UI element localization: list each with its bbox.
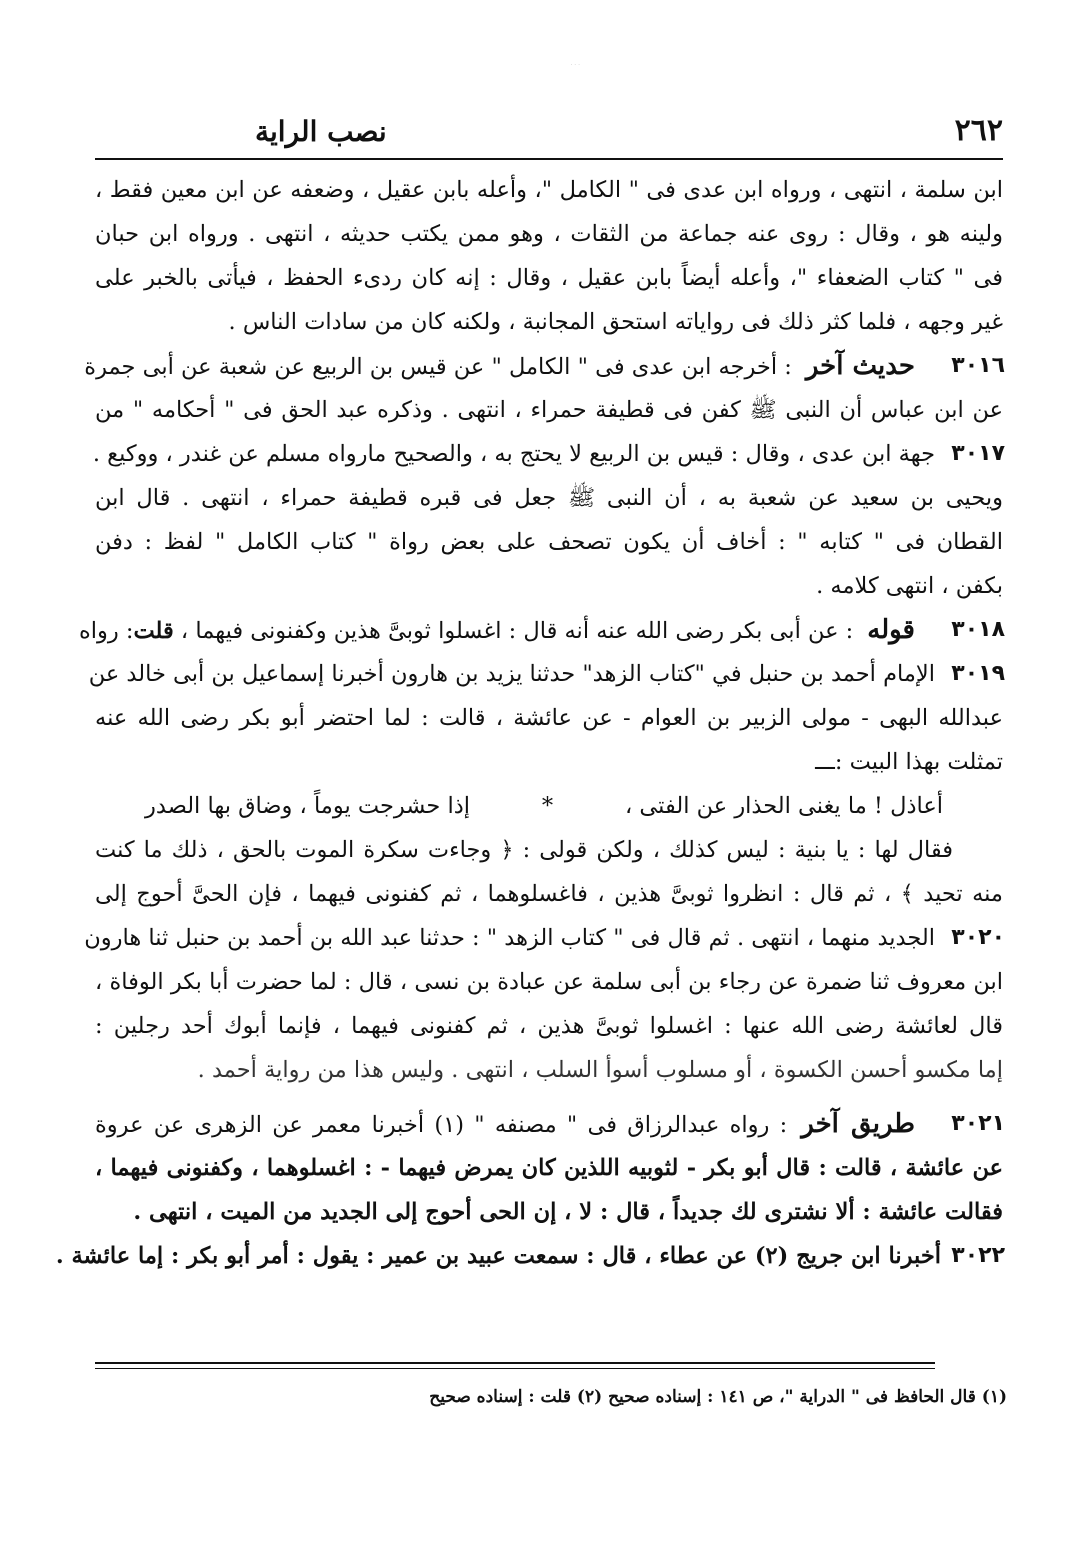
hadith-entry-3020 — [84, 916, 1005, 960]
text-line: عن ابن عباس أن النبى ﷺ كفن فى قطيفة حمراء ، انتهى . وذكره عبد الحق فى " أحكامه " من — [95, 397, 1003, 423]
text-line: ولينه هو ، وقال : روى عنه جماعة من الثقات ، وهو ممن يكتب حديثه ، انتهى . ورواه ابن حبان — [95, 221, 1003, 247]
footnote-rule — [95, 1368, 935, 1369]
hadith-number: ٣٠١٨ — [951, 617, 1005, 642]
hadith-entry-3018 — [78, 608, 1005, 652]
hadith-number: ٣٠٢٠ — [951, 925, 1005, 950]
hadith-entry-3022 — [55, 1234, 1005, 1278]
hadith-number: ٣٠٢٢ — [951, 1243, 1005, 1268]
text-line — [78, 608, 1003, 652]
hadith-entry-3016 — [84, 344, 1005, 388]
text-line: غير وجهه ، فلما كثر ذلك فى رواياته استحق المجانبة ، ولكنه كان من سادات الناس . — [228, 309, 1003, 335]
text-line: عن عائشة ، قالت : قال أبو بكر - لثوبيه اللذين كان يمرض فيهما - : اغسلوهما ، وكفنونى فيهما ، — [95, 1155, 1003, 1181]
section-lead: طريق آخر — [801, 1109, 916, 1139]
footnotes: (١) قال الحافظ فى " الدراية "، ص ١٤١ : إسناده صحيح (٢) قلت : إسناده صحيح — [429, 1387, 1007, 1407]
text-line: ابن معروف ثنا ضمرة عن رجاء بن أبى سلمة عن عبادة بن نسى ، قال : لما حضرت أبا بكر الوفاة ، — [95, 969, 1003, 995]
verse-separator: * — [541, 793, 554, 819]
text-line: الجديد منهما ، انتهى . ثم قال فى " كتاب الزهد " : حدثنا عبد الله بن أحمد بن حنبل ثنا هارون — [84, 925, 935, 951]
hadith-entry-3021 — [95, 1102, 1003, 1146]
section-lead: حديث آخر — [805, 351, 915, 381]
text-line: إما مكسو أحسن الكسوة ، أو مسلوب أسوأ السلب ، انتهى . وليس هذا من رواية أحمد . — [197, 1057, 1003, 1083]
text-line: فقال لها : يا بنية : ليس كذلك ، ولكن قولى : ﴿ وجاءت سكرة الموت بالحق ، ذلك ما كنت — [95, 837, 953, 863]
text-span: : رواه عبدالرزاق فى " مصنفه " (١) أخبرنا معمر عن الزهرى عن عروة — [95, 1112, 788, 1138]
hadith-number: ٣٠١٩ — [951, 661, 1005, 686]
text-line: جهة ابن عدى ، وقال : قيس بن الربيع لا يحتج به ، والصحيح مارواه مسلم عن غندر ، ووكيع . — [92, 441, 935, 467]
hadith-entry-3017 — [92, 432, 1005, 476]
text-line: أخبرنا ابن جريج (٢) عن عطاء ، قال : سمعت عبيد بن عمير : يقول : أمر أبو بكر : إما عائشة . — [55, 1243, 941, 1269]
text-line — [95, 1102, 1003, 1146]
hadith-number: ٣٠١٦ — [951, 353, 1005, 378]
header-rule — [95, 158, 1003, 160]
running-title: نصب الراية — [255, 115, 387, 148]
text-line: تمثلت بهذا البيت :ـــ — [815, 749, 1003, 775]
text-line: ويحيى بن سعيد عن شعبة به ، أن النبى ﷺ جعل فى قبره قطيفة حمراء ، انتهى . قال ابن — [95, 485, 1003, 511]
text-span: : أخرجه ابن عدى فى " الكامل " عن قيس بن الربيع عن شعبة عن أبى جمرة — [84, 354, 792, 380]
footnote-rule — [95, 1362, 935, 1364]
page-header — [95, 98, 1003, 148]
poetry-verse — [95, 784, 1003, 828]
text-span: : عن أبى بكر رضى الله عنه أنه قال : اغسلوا ثوبىَّ هذين وكفنونى فيهما ، — [180, 618, 854, 644]
text-line: فى " كتاب الضعفاء "، وأعله أيضاً بابن عقيل ، وقال : إنه كان ردىء الحفظ ، فيأتى بالخبر على — [95, 265, 1003, 291]
verse-first-hemistich: أعاذل ! ما يغنى الحذار عن الفتى ، — [625, 793, 943, 819]
text-line: منه تحيد ﴾ ، ثم قال : انظروا ثوبىَّ هذين ، فاغسلوهما ، ثم كفنونى فيهما ، فإن الحىَّ أحوج إلى — [95, 881, 1003, 907]
hadith-number: ٣٠١٧ — [951, 441, 1005, 466]
hadith-entry-3019 — [88, 652, 1005, 696]
main-text — [55, 168, 1005, 1278]
scan-speck: · · · — [570, 62, 580, 69]
text-line: فقالت عائشة : ألا نشترى لك جديداً ، قال : لا ، إن الحى أحوج إلى الجديد من الميت ، انتهى . — [133, 1199, 1003, 1225]
text-line: بكفن ، انتهى كلامه . — [816, 573, 1003, 599]
verse-second-hemistich: إذا حشرجت يوماً ، وضاق بها الصدر — [145, 793, 470, 819]
text-line: عبدالله البهى - مولى الزبير بن العوام - عن عائشة ، قالت : لما احتضر أبو بكر رضى الله عنه — [95, 705, 1003, 731]
text-line: القطان فى " كتابه " : أخاف أن يكون تصحف على بعض رواة " كتاب الكامل " لفظ : دفن — [95, 529, 1003, 555]
text-line: قال لعائشة رضى الله عنها : اغسلوا ثوبىَّ هذين ، ثم كفنونى فيهما ، فإنما أبوك أحد رجلين : — [95, 1013, 1003, 1039]
note-marker: قلت — [133, 618, 174, 644]
hadith-number: ٣٠٢١ — [951, 1111, 1005, 1136]
text-line: الإمام أحمد بن حنبل في "كتاب الزهد" حدثنا يزيد بن هارون أخبرنا إسماعيل بن أبى خالد عن — [88, 661, 935, 687]
page-number: ٢٦٢ — [954, 113, 1003, 148]
text-line: ابن سلمة ، انتهى ، ورواه ابن عدى فى " الكامل "، وأعله بابن عقيل ، وضعفه عن ابن معين فقط ، — [95, 177, 1003, 203]
text-line — [84, 344, 1003, 388]
paragraph-gap — [95, 1092, 1003, 1102]
section-lead: قوله — [867, 615, 915, 645]
text-span: : رواه — [78, 618, 134, 644]
